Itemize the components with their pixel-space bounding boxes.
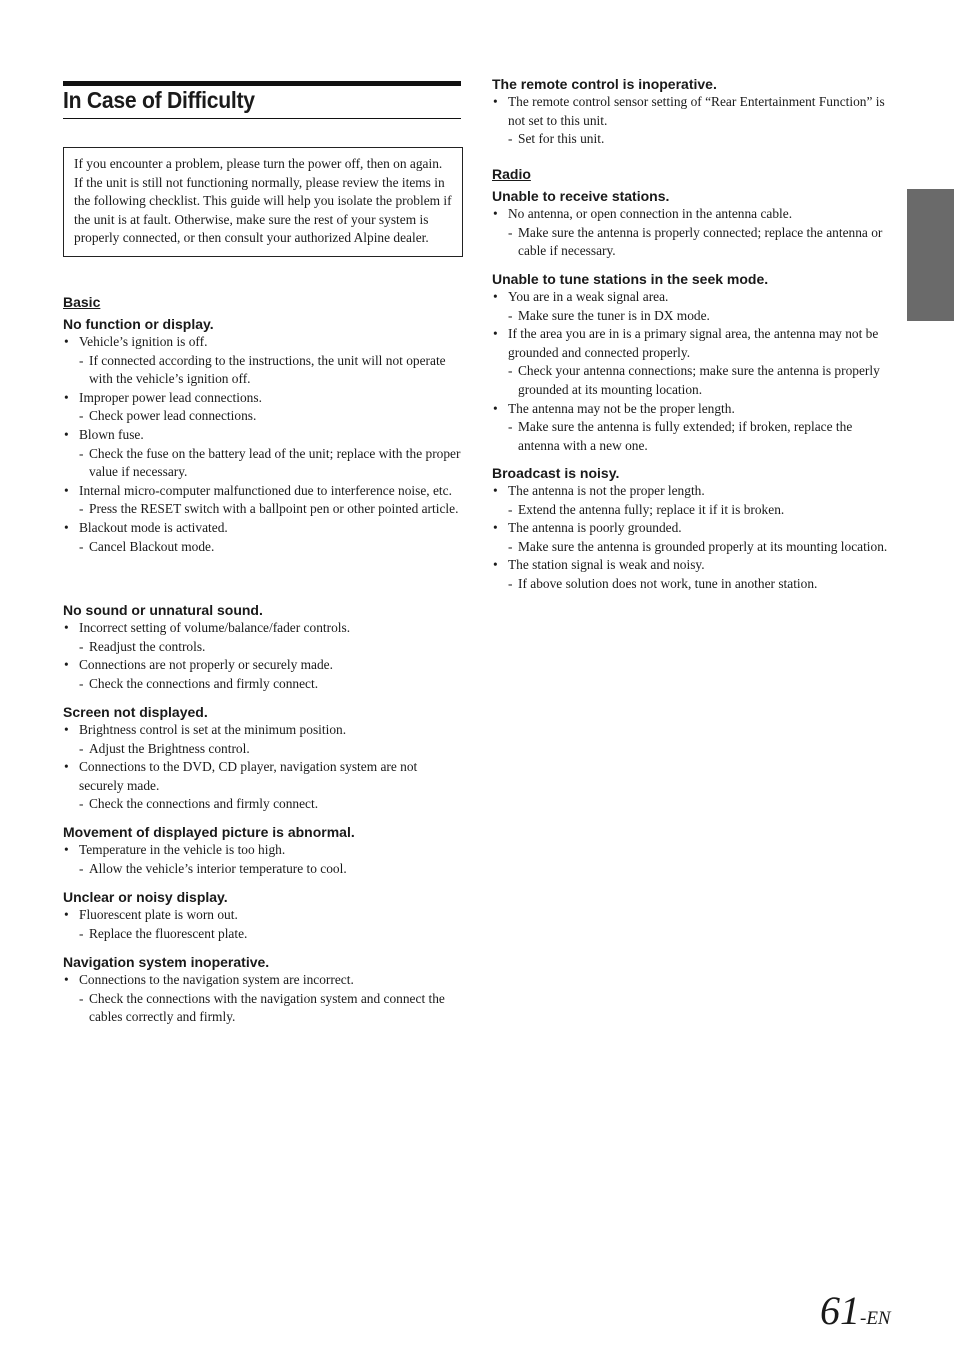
unable-receive-title: Unable to receive stations. [492, 188, 670, 204]
dash-icon: - [508, 363, 513, 379]
basic-section [63, 293, 463, 311]
dash-icon: - [508, 575, 513, 591]
solution-item: - Make sure the antenna is properly connected; replace the antenna or cable if necessary. [508, 224, 883, 259]
dash-icon: - [79, 538, 84, 554]
cause-item: • Connections to the DVD, CD player, navigation system are not securely made. [64, 759, 418, 793]
solution-item: - Replace the fluorescent plate. [63, 925, 463, 944]
page-number [820, 1286, 891, 1345]
no-function-title: No function or display. [63, 316, 214, 332]
unclear-group [63, 888, 463, 943]
bullet-icon: • [64, 722, 69, 737]
solution-item: - Make sure the antenna is grounded properly at its mounting location. [492, 538, 892, 557]
remote-title: The remote control is inoperative. [492, 76, 717, 92]
cause-item: • The station signal is weak and noisy. [492, 556, 892, 575]
bullet-icon: • [64, 620, 69, 635]
dash-icon: - [79, 408, 84, 424]
screen-title: Screen not displayed. [63, 704, 208, 720]
bullet-icon: • [64, 972, 69, 987]
dash-icon: - [79, 796, 84, 812]
bullet-icon: • [493, 289, 498, 304]
bullet-icon: • [64, 482, 69, 498]
cause-item: • The antenna is poorly grounded. [492, 519, 892, 538]
cause-item: • Blackout mode is activated. [63, 519, 463, 538]
solution-item: - Check the connections and firmly connect. [63, 675, 463, 694]
bullet-icon: • [64, 519, 69, 535]
page-title: In Case of Difficulty [63, 87, 255, 113]
solution-item: - Make sure the tuner is in DX mode. [492, 307, 892, 326]
cause-item: • The antenna is not the proper length. [492, 482, 892, 501]
solution-item: - Allow the vehicle’s interior temperature to cool. [63, 860, 463, 879]
cause-item: • Connections to the navigation system are incorrect. [63, 971, 463, 990]
unable-tune-title: Unable to tune stations in the seek mode. [492, 271, 769, 287]
bullet-icon: • [64, 426, 69, 442]
solution-item: - Set for this unit. [492, 130, 892, 149]
side-tab [907, 189, 954, 321]
dash-icon: - [508, 307, 513, 323]
intro-box: If you encounter a problem, please turn the power off, then on again. If the unit is still not functioning normally, please review the items in the following checklist. This guide will help you isolate the problem if the unit is at fault. Otherwise, make sure the rest of your system is properly connected, or then consult your authorized Alpine dealer. [63, 147, 463, 257]
bullet-icon: • [493, 400, 498, 416]
unable-tune-group [492, 270, 892, 455]
title-rule [63, 118, 461, 119]
page-number-value: 61 [820, 1288, 860, 1333]
cause-item: • Internal micro-computer malfunctioned due to interference noise, etc. [63, 482, 463, 501]
solution-item: - Cancel Blackout mode. [63, 538, 463, 557]
solution-item: - Adjust the Brightness control. [63, 740, 463, 759]
dash-icon: - [508, 538, 513, 554]
dash-icon: - [79, 925, 84, 941]
cause-item: • Brightness control is set at the minimum position. [63, 721, 463, 740]
dash-icon: - [79, 501, 84, 517]
solution-item: - Check the fuse on the battery lead of the unit; replace with the proper value if necessary. [79, 445, 461, 480]
screen-group [63, 703, 463, 814]
bullet-icon: • [64, 389, 69, 405]
solution-item: - Check your antenna connections; make sure the antenna is properly grounded at its mounting location. [508, 363, 880, 397]
dash-icon: - [79, 990, 84, 1006]
remote-group [492, 75, 892, 149]
page-number-suffix: -EN [860, 1308, 891, 1329]
movement-group [63, 823, 463, 878]
basic-heading: Basic [63, 294, 101, 310]
no-sound-title: No sound or unnatural sound. [63, 602, 263, 618]
dash-icon: - [79, 638, 84, 654]
dash-icon: - [508, 131, 513, 147]
solution-item: - Readjust the controls. [63, 638, 463, 657]
dash-icon: - [79, 445, 84, 461]
bullet-icon: • [64, 759, 69, 775]
radio-heading: Radio [492, 166, 531, 182]
solution-item: - Press the RESET switch with a ballpoint pen or other pointed article. [63, 500, 463, 519]
bullet-icon: • [64, 907, 69, 922]
nav-group [63, 953, 463, 1027]
cause-item: • The remote control sensor setting of “Rear Entertainment Function” is not set to this unit. [493, 94, 885, 128]
no-sound-group [63, 601, 463, 693]
unable-receive-group [492, 187, 892, 261]
nav-title: Navigation system inoperative. [63, 954, 270, 970]
bullet-icon: • [493, 326, 498, 342]
solution-item: - Make sure the antenna is fully extended; if broken, replace the antenna with a new one. [508, 419, 853, 453]
solution-item: - Check power lead connections. [63, 407, 463, 426]
bullet-icon: • [493, 557, 498, 573]
bullet-icon: • [64, 657, 69, 673]
movement-title: Movement of displayed picture is abnormal. [63, 824, 355, 840]
cause-item: • Improper power lead connections. [63, 389, 463, 408]
bullet-icon: • [64, 334, 69, 349]
dash-icon: - [79, 352, 84, 368]
bullet-icon: • [493, 94, 498, 109]
cause-item: • Temperature in the vehicle is too high. [63, 841, 463, 860]
dash-icon: - [79, 860, 84, 876]
dash-icon: - [79, 740, 84, 756]
unclear-title: Unclear or noisy display. [63, 889, 228, 905]
bullet-icon: • [493, 206, 498, 221]
noisy-title: Broadcast is noisy. [492, 465, 620, 481]
dash-icon: - [79, 675, 84, 691]
cause-item: • If the area you are in is a primary signal area, the antenna may not be grounded and connected properly. [493, 326, 879, 360]
solution-item: - If connected according to the instructions, the unit will not operate with the vehicle’s ignition off. [79, 352, 446, 387]
solution-item: - Extend the antenna fully; replace it if it is broken. [492, 501, 892, 520]
dash-icon: - [508, 419, 513, 435]
cause-item: • Fluorescent plate is worn out. [63, 906, 463, 925]
noisy-group [492, 464, 892, 594]
bullet-icon: • [64, 842, 69, 857]
cause-item: • Blown fuse. [63, 426, 463, 445]
solution-item: - Check the connections with the navigation system and connect the cables correctly and firmly. [79, 990, 445, 1025]
solution-item: - If above solution does not work, tune in another station. [492, 575, 892, 594]
cause-item: • The antenna may not be the proper length. [492, 400, 892, 419]
solution-item: - Check the connections and firmly connect. [63, 795, 463, 814]
cause-item: • You are in a weak signal area. [492, 288, 892, 307]
cause-item: • Connections are not properly or securely made. [63, 656, 463, 675]
dash-icon: - [508, 501, 513, 517]
cause-item: • No antenna, or open connection in the antenna cable. [492, 205, 892, 224]
dash-icon: - [508, 224, 513, 240]
cause-item: • Vehicle’s ignition is off. [63, 333, 463, 352]
no-function-group [63, 315, 463, 556]
bullet-icon: • [493, 483, 498, 498]
bullet-icon: • [493, 520, 498, 536]
cause-item: • Incorrect setting of volume/balance/fader controls. [63, 619, 463, 638]
radio-section [492, 165, 892, 183]
